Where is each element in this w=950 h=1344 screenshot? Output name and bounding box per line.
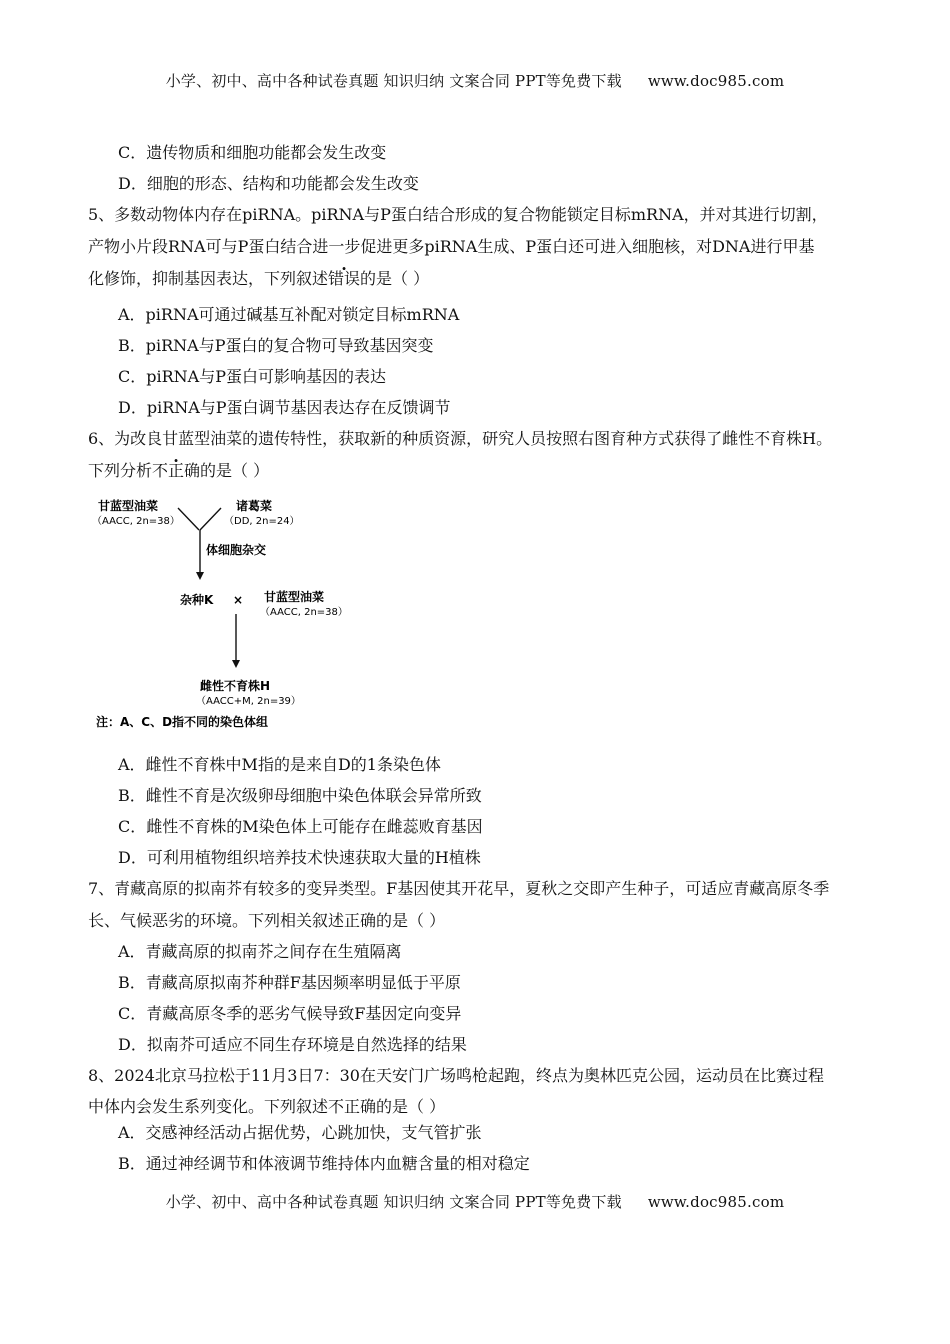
- q4-option-d: D．细胞的形态、结构和功能都会发生改变: [118, 174, 419, 193]
- q6-option-d: D．可利用植物组织培养技术快速获取大量的H植株: [118, 848, 481, 867]
- q7-option-c: C．青藏高原冬季的恶劣气候导致F基因定向变异: [118, 1004, 462, 1023]
- diagram-parent3-name: 甘蓝型油菜: [264, 590, 325, 604]
- q7-stem-line1: 7、青藏高原的拟南芥有较多的变异类型。F基因使其开花早，夏秋之交即产生种子，可适应青藏高原冬季: [88, 879, 830, 898]
- q6-stem-line1: 6、为改良甘蓝型油菜的遗传特性，获取新的种质资源，研究人员按照右图育种方式获得了雌性不育株H。: [88, 429, 833, 448]
- q8-stem-line1: 8、2024北京马拉松于11月3日7：30在天安门广场鸣枪起跑，终点为奥林匹克公园，运动员在比赛过程: [88, 1066, 824, 1085]
- q5-option-c: C．piRNA与P蛋白可影响基因的表达: [118, 367, 386, 386]
- diagram-cross-arrowhead: [232, 660, 240, 668]
- diagram-parent1-genome: （AACC, 2n=38）: [92, 516, 180, 527]
- diagram-process-label: 体细胞杂交: [206, 543, 267, 557]
- q6-emphasis: 不正确: [152, 461, 201, 480]
- q7-option-b: B．青藏高原拟南芥种群F基因频率明显低于平原: [118, 973, 461, 992]
- q8-option-b: B．通过神经调节和体液调节维持体内血糖含量的相对稳定: [118, 1154, 530, 1173]
- q5-stem-line3-pre: 化修饰，抑制基因表达，下列叙述: [88, 269, 329, 288]
- q6-option-b: B．雌性不育是次级卵母细胞中染色体联会异常所致: [118, 786, 482, 805]
- diagram-cross-symbol: ×: [233, 593, 244, 607]
- q5-option-b: B．piRNA与P蛋白的复合物可导致基因突变: [118, 336, 434, 355]
- diagram-result-name: 雌性不育株H: [200, 679, 271, 693]
- diagram-fusion-arrowhead: [196, 572, 204, 580]
- q5-stem-line2: 产物小片段RNA可与P蛋白结合进一步促进更多piRNA生成、P蛋白还可进入细胞核，对DNA进行甲基: [88, 237, 815, 256]
- q5-option-d: D．piRNA与P蛋白调节基因表达存在反馈调节: [118, 398, 451, 417]
- q6-stem-line2: [88, 460, 269, 482]
- header-text: 小学、初中、高中各种试卷真题 知识归纳 文案合同 PPT等免费下载: [165, 72, 622, 90]
- q7-option-d: D．拟南芥可适应不同生存环境是自然选择的结果: [118, 1035, 467, 1054]
- header-url[interactable]: www.doc985.com: [647, 72, 785, 90]
- q6-stem-line2-post: 的是（ ）: [200, 461, 270, 480]
- diagram-result-genome: （AACC+M, 2n=39）: [196, 696, 301, 707]
- diagram-note: 注：A、C、D指不同的染色体组: [96, 715, 269, 729]
- q5-stem-line1: 5、多数动物体内存在piRNA。piRNA与P蛋白结合形成的复合物能锁定目标mRNA，并对其进行切割，: [88, 205, 828, 224]
- footer-text: 小学、初中、高中各种试卷真题 知识归纳 文案合同 PPT等免费下载: [165, 1193, 622, 1211]
- q6-option-c: C．雌性不育株的M染色体上可能存在雌蕊败育基因: [118, 817, 483, 836]
- footer-url[interactable]: www.doc985.com: [647, 1193, 785, 1211]
- diagram-hybrid-k: 杂种K: [180, 593, 214, 607]
- q8-option-a: A．交感神经活动占据优势，心跳加快，支气管扩张: [118, 1123, 482, 1142]
- q5-option-a: A．piRNA可通过碱基互补配对锁定目标mRNA: [118, 305, 460, 324]
- diagram-merge-line-left: [178, 508, 199, 530]
- breeding-diagram: [88, 494, 388, 734]
- q5-stem-line3: [88, 268, 429, 290]
- diagram-parent2-name: 诸葛菜: [236, 499, 273, 513]
- q6-stem-line2-pre: 下列分析: [88, 461, 153, 480]
- q4-option-c: C．遗传物质和细胞功能都会发生改变: [118, 143, 387, 162]
- q7-stem-line2: 长、气候恶劣的环境。下列相关叙述正确的是（ ）: [88, 911, 446, 930]
- q5-stem-line3-post: 的是（ ）: [360, 269, 430, 288]
- q5-emphasis: 错误: [328, 269, 361, 288]
- q7-option-a: A．青藏高原的拟南芥之间存在生殖隔离: [118, 942, 402, 961]
- diagram-merge-line-right: [200, 508, 221, 530]
- page-footer: [0, 1191, 950, 1212]
- page-header: [0, 70, 950, 91]
- diagram-parent1-name: 甘蓝型油菜: [98, 499, 159, 513]
- q8-stem-line2: 中体内会发生系列变化。下列叙述不正确的是（ ）: [88, 1097, 446, 1116]
- q6-option-a: A．雌性不育株中M指的是来自D的1条染色体: [118, 755, 441, 774]
- diagram-parent2-genome: （DD, 2n=24）: [224, 516, 300, 527]
- diagram-parent3-genome: （AACC, 2n=38）: [260, 607, 348, 618]
